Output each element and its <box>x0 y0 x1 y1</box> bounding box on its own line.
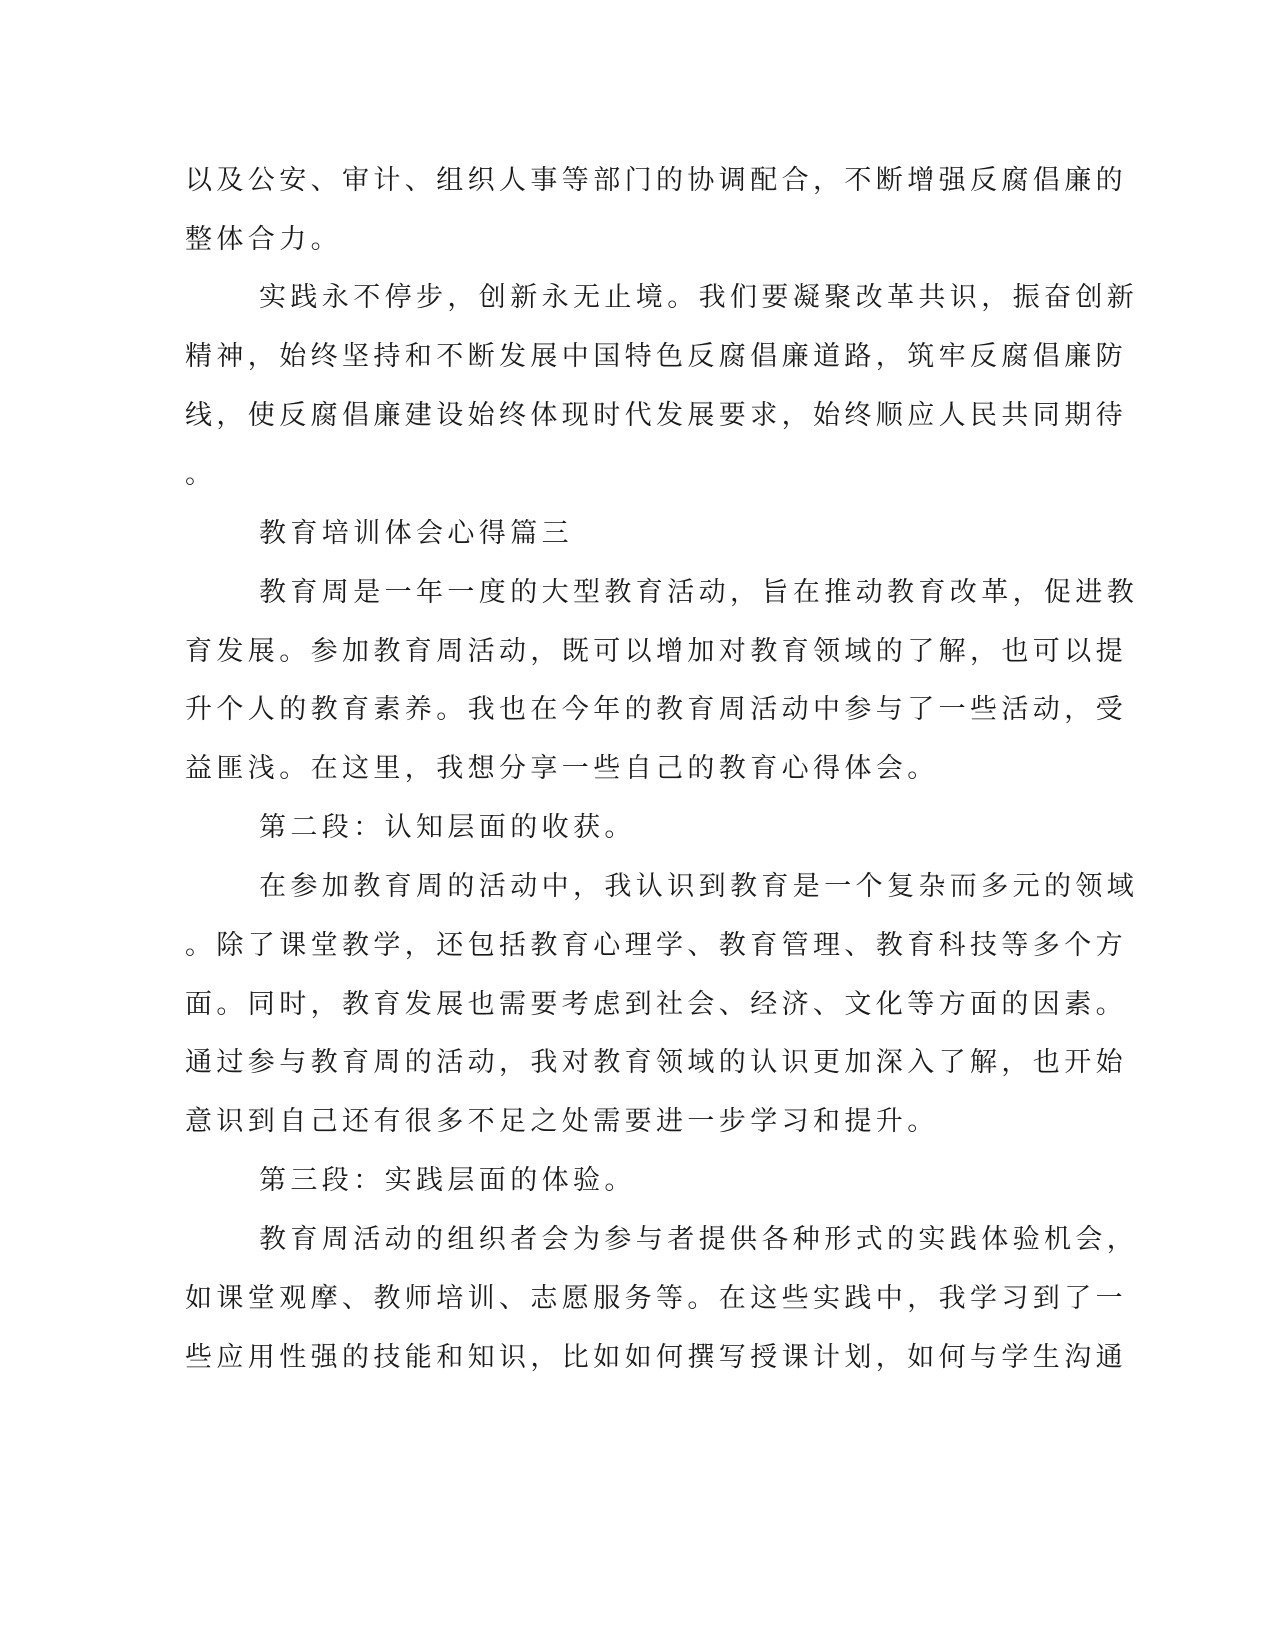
text-line: 些应用性强的技能和知识，比如如何撰写授课计划，如何与学生沟通 <box>185 1342 1127 1373</box>
text-line: 通过参与教育周的活动，我对教育领域的认识更加深入了解，也开始 <box>185 1047 1127 1078</box>
text-line: 以及公安、审计、组织人事等部门的协调配合，不断增强反腐倡廉的 <box>185 165 1127 196</box>
text-line: 。除了课堂教学，还包括教育心理学、教育管理、教育科技等多个方 <box>185 930 1127 961</box>
text-line: 线，使反腐倡廉建设始终体现时代发展要求，始终顺应人民共同期待 <box>185 400 1127 431</box>
paragraph-start-line: 实践永不停步，创新永无止境。我们要凝聚改革共识，振奋创新 <box>259 282 1139 313</box>
text-line: 意识到自己还有很多不足之处需要进一步学习和提升。 <box>185 1106 939 1137</box>
subsection-heading: 第二段：认知层面的收获。 <box>259 812 636 843</box>
subsection-heading: 第三段：实践层面的体验。 <box>259 1165 636 1196</box>
text-line: 面。同时，教育发展也需要考虑到社会、经济、文化等方面的因素。 <box>185 989 1127 1020</box>
section-heading: 教育培训体会心得篇三 <box>259 518 573 549</box>
text-line: 育发展。参加教育周活动，既可以增加对教育领域的了解，也可以提 <box>185 636 1127 667</box>
text-line: 益匪浅。在这里，我想分享一些自己的教育心得体会。 <box>185 753 939 784</box>
text-line: 整体合力。 <box>185 224 342 255</box>
text-line: 精神，始终坚持和不断发展中国特色反腐倡廉道路，筑牢反腐倡廉防 <box>185 341 1127 372</box>
paragraph-start-line: 在参加教育周的活动中，我认识到教育是一个复杂而多元的领域 <box>259 871 1139 902</box>
text-line: 如课堂观摩、教师培训、志愿服务等。在这些实践中，我学习到了一 <box>185 1283 1127 1314</box>
paragraph-start-line: 教育周活动的组织者会为参与者提供各种形式的实践体验机会， <box>259 1224 1139 1255</box>
paragraph-start-line: 教育周是一年一度的大型教育活动，旨在推动教育改革，促进教 <box>259 577 1139 608</box>
text-line: 。 <box>185 459 217 490</box>
text-line: 升个人的教育素养。我也在今年的教育周活动中参与了一些活动，受 <box>185 694 1127 725</box>
